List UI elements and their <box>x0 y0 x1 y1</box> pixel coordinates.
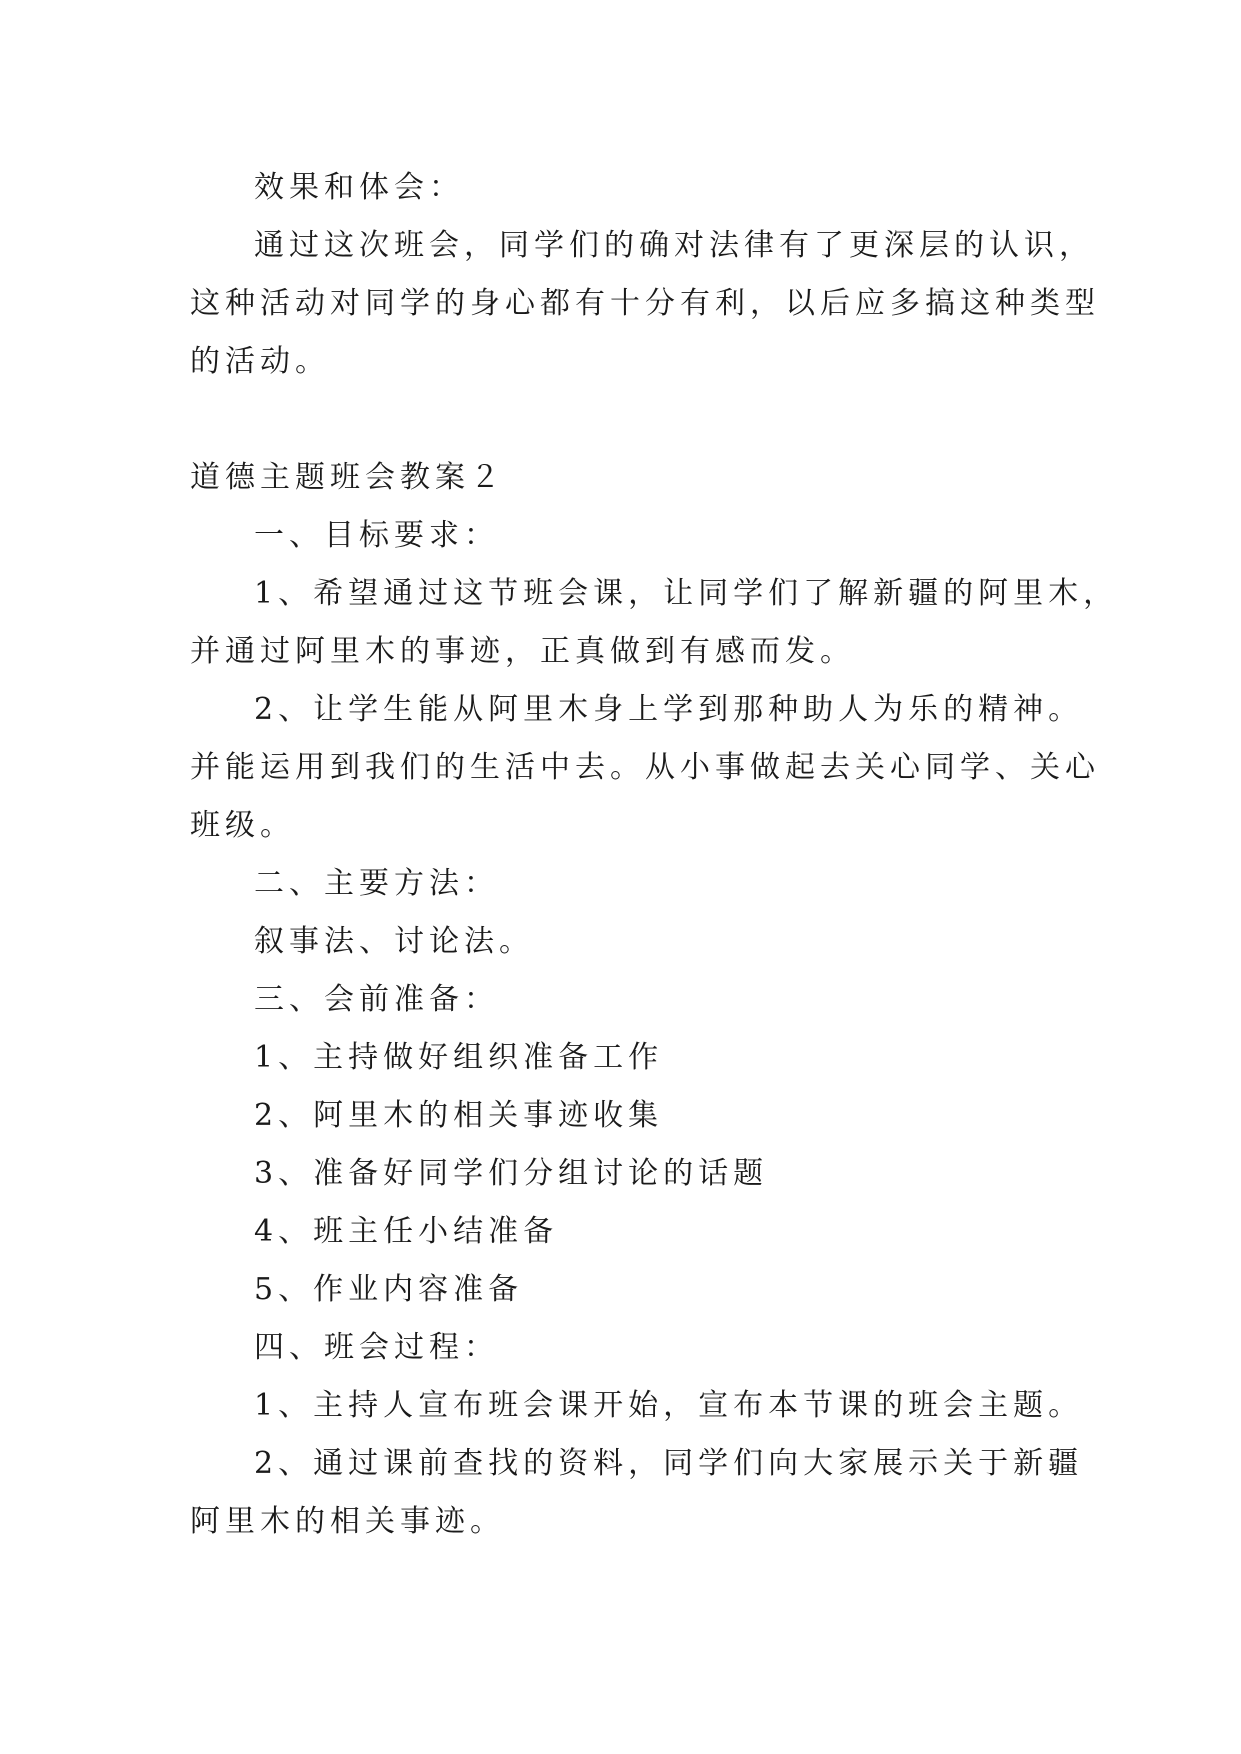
text-line: 这种活动对同学的身心都有十分有利，以后应多搞这种类型 <box>190 286 1100 321</box>
subheading-methods: 二、主要方法： <box>254 866 499 901</box>
text-line: 叙事法、讨论法。 <box>254 924 534 959</box>
list-item: 2、阿里木的相关事迹收集 <box>254 1098 664 1133</box>
list-item: 1、主持做好组织准备工作 <box>254 1040 664 1075</box>
text-line: 阿里木的相关事迹。 <box>190 1504 505 1539</box>
text-line: 的活动。 <box>190 344 330 379</box>
text-line: 班级。 <box>190 808 295 843</box>
text-line: 并通过阿里木的事迹，正真做到有感而发。 <box>190 634 855 669</box>
section-title: 道德主题班会教案２ <box>190 460 505 495</box>
list-item: 5、作业内容准备 <box>254 1272 524 1307</box>
text-line: 并能运用到我们的生活中去。从小事做起去关心同学、关心 <box>190 750 1100 785</box>
list-item: 3、准备好同学们分组讨论的话题 <box>254 1156 769 1191</box>
text-line-effect-heading: 效果和体会： <box>254 170 464 205</box>
text-line: 1、希望通过这节班会课，让同学们了解新疆的阿里木， <box>254 576 1119 611</box>
text-line: 2、让学生能从阿里木身上学到那种助人为乐的精神。 <box>254 692 1084 727</box>
text-line: 2、通过课前查找的资料，同学们向大家展示关于新疆 <box>254 1446 1084 1481</box>
text-line: 通过这次班会，同学们的确对法律有了更深层的认识， <box>254 228 1094 263</box>
subheading-goals: 一、目标要求： <box>254 518 499 553</box>
list-item: 4、班主任小结准备 <box>254 1214 559 1249</box>
subheading-process: 四、班会过程： <box>254 1330 499 1365</box>
text-line: 1、主持人宣布班会课开始，宣布本节课的班会主题。 <box>254 1388 1084 1423</box>
subheading-preparation: 三、会前准备： <box>254 982 499 1017</box>
